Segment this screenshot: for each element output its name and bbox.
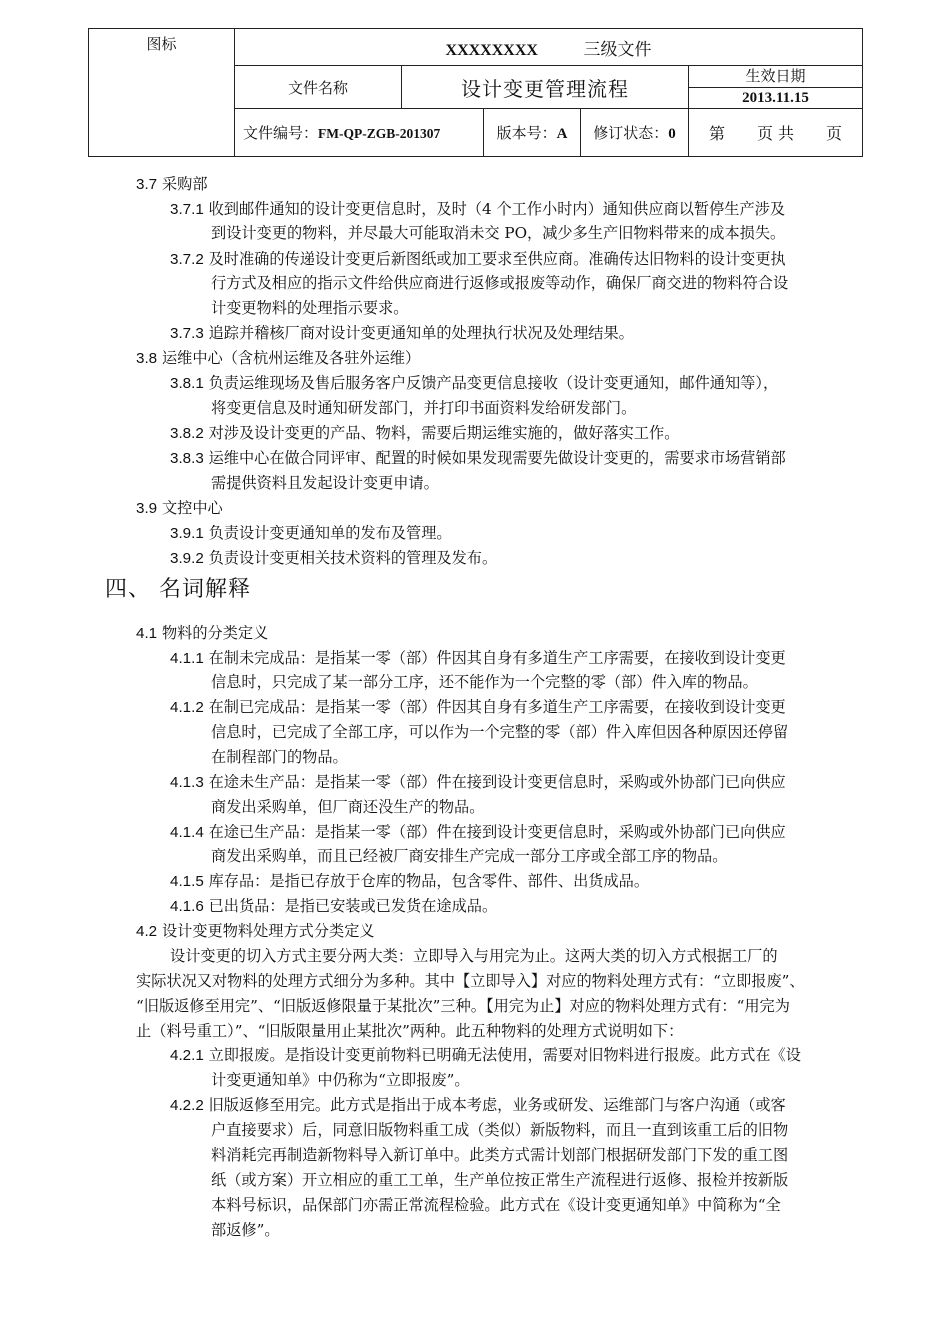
para-4-2-line-4: 止（料号重工）”、“旧版限量用止某批次”两种。此五种物料的处理方式说明如下： — [136, 1022, 684, 1040]
line-3-7-2-cont-2: 计变更物料的处理指示要求。 — [211, 299, 409, 317]
document-header-table — [88, 28, 863, 157]
document-number-label: 文件编号： — [243, 124, 319, 142]
line-4-1: 4.1 物料的分类定义 — [136, 624, 269, 642]
revision-label: 修订状态： — [593, 124, 669, 142]
line-4-1-1: 4.1.1 在制未完成品：是指某一零（部）件因其自身有多道生产工序需要，在接收到设计变更 — [170, 649, 786, 667]
company-name: XXXXXXXX — [445, 41, 538, 59]
line-4-1-2-cont-1: 信息时，已完成了全部工序，可以作为一个完整的零（部）件入库但因各种原因还停留 — [211, 723, 789, 741]
line-4-2-1-cont: 计变更通知单》中仍称为“立即报废”。 — [211, 1071, 470, 1089]
file-name-label-cell — [235, 66, 402, 109]
revision-value: 0 — [668, 126, 676, 142]
line-3-8-2: 3.8.2 对涉及设计变更的产品、物料，需要后期运维实施的，做好落实工作。 — [170, 424, 680, 442]
line-3-7-1-cont: 到设计变更的物料，并尽最大可能取消未交 PO，减少多生产旧物料带来的成本损失。 — [211, 224, 786, 242]
line-4-1-3-cont: 商发出采购单，但厂商还没生产的物品。 — [211, 798, 485, 816]
line-4-2-2: 4.2.2 旧版返修至用完。此方式是指出于成本考虑，业务或研发、运维部门与客户沟通（或客 — [170, 1096, 786, 1114]
para-4-2-line-3: “旧版返修至用完”、“旧版返修限量于某批次”三种。【用完为止】对应的物料处理方式有：“用完为 — [136, 997, 790, 1015]
line-3-8-1: 3.8.1 负责运维现场及售后服务客户反馈产品变更信息接收（设计变更通知，邮件通知等）， — [170, 374, 779, 392]
line-4-2: 4.2 设计变更物料处理方式分类定义 — [136, 922, 375, 940]
line-4-2-1: 4.2.1 立即报废。是指设计变更前物料已明确无法使用，需要对旧物料进行报废。此方式在《设 — [170, 1046, 801, 1064]
document-number-value: FM-QP-ZGB-201307 — [318, 126, 441, 141]
document-number-cell — [235, 109, 484, 157]
line-3-7-2: 3.7.2 及时准确的传递设计变更后新图纸或加工要求至供应商。准确传达旧物料的设计变更执 — [170, 250, 786, 268]
line-4-1-6: 4.1.6 已出货品：是指已安装或已发货在途成品。 — [170, 897, 498, 915]
line-3-8: 3.8 运维中心（含杭州运维及各驻外运维） — [136, 349, 421, 367]
line-4-1-4-cont: 商发出采购单，而且已经被厂商安排生产完成一部分工序或全部工序的物品。 — [211, 847, 728, 865]
effective-date-label: 生效日期 — [689, 66, 862, 88]
line-3-9-1: 3.9.1 负责设计变更通知单的发布及管理。 — [170, 524, 452, 542]
company-cell — [235, 29, 863, 66]
logo-cell — [89, 29, 235, 157]
document-title: 设计变更管理流程 — [402, 66, 689, 109]
line-4-2-2-cont-5: 部返修”。 — [211, 1221, 280, 1239]
version-value: A — [556, 126, 568, 142]
line-3-7-3: 3.7.3 追踪并稽核厂商对设计变更通知单的处理执行状况及处理结果。 — [170, 324, 634, 342]
line-3-7: 3.7 采购部 — [136, 175, 208, 193]
file-name-label: 文件名称 — [287, 78, 348, 97]
line-4-1-3: 4.1.3 在途未生产品：是指某一零（部）件在接到设计变更信息时，采购或外协部门已向供应 — [170, 773, 786, 791]
line-4-1-4: 4.1.4 在途已生产品：是指某一零（部）件在接到设计变更信息时，采购或外协部门已向供应 — [170, 823, 786, 841]
line-4-2-2-cont-1: 户直接要求）后，同意旧版物料重工成（类似）新版物料，而且一直到该重工后的旧物 — [211, 1121, 789, 1139]
para-4-2-line-2: 实际状况又对物料的处理方式细分为多种。其中【立即导入】对应的物料处理方式有：“立即报废”、 — [136, 972, 805, 990]
line-4-1-2-cont-2: 在制程部门的物品。 — [211, 748, 348, 766]
line-4-1-2: 4.1.2 在制已完成品：是指某一零（部）件因其自身有多道生产工序需要，在接收到设计变更 — [170, 698, 786, 716]
logo-label: 图标 — [146, 35, 177, 53]
line-3-8-3-cont: 需提供资料且发起设计变更申请。 — [211, 474, 439, 492]
version-cell — [484, 109, 581, 157]
line-3-9: 3.9 文控中心 — [136, 499, 223, 517]
line-3-9-2: 3.9.2 负责设计变更相关技术资料的管理及发布。 — [170, 549, 498, 567]
line-4-2-2-cont-2: 料消耗完再制造新物料导入新订单中。此类方式需计划部门根据研发部门下发的重工图 — [211, 1146, 789, 1164]
document-level: 三级文件 — [583, 39, 652, 60]
line-4-1-5: 4.1.5 库存品：是指已存放于仓库的物品，包含零件、部件、出货成品。 — [170, 872, 650, 890]
revision-cell — [581, 109, 689, 157]
line-3-7-2-cont-1: 行方式及相应的指示文件给供应商进行返修或报废等动作，确保厂商交进的物料符合设 — [211, 274, 789, 292]
effective-date-cell — [689, 66, 863, 109]
line-3-8-1-cont: 将变更信息及时通知研发部门，并打印书面资料发给研发部门。 — [211, 399, 637, 417]
page-count-cell: 第 页 共 页 — [689, 109, 863, 157]
section-4-title: 四、 名词解释 — [105, 577, 251, 602]
para-4-2-line-1: 设计变更的切入方式主要分两大类：立即导入与用完为止。这两大类的切入方式根据工厂的 — [170, 947, 778, 965]
line-4-2-2-cont-4: 本料号标识，品保部门亦需正常流程检验。此方式在《设计变更通知单》中简称为“全 — [211, 1196, 781, 1214]
line-3-7-1: 3.7.1 收到邮件通知的设计变更信息时，及时（4 个工作小时内）通知供应商以暂停生产涉及 — [170, 200, 786, 218]
line-4-2-2-cont-3: 纸（或方案）开立相应的重工工单，生产单位按正常生产流程进行返修、报检并按新版 — [211, 1171, 789, 1189]
effective-date-value: 2013.11.15 — [742, 90, 809, 106]
line-3-8-3: 3.8.3 运维中心在做合同评审、配置的时候如果发现需要先做设计变更的，需要求市场营销部 — [170, 449, 786, 467]
line-4-1-1-cont: 信息时，只完成了某一部分工序，还不能作为一个完整的零（部）件入库的物品。 — [211, 673, 758, 691]
version-label: 版本号： — [496, 124, 557, 142]
